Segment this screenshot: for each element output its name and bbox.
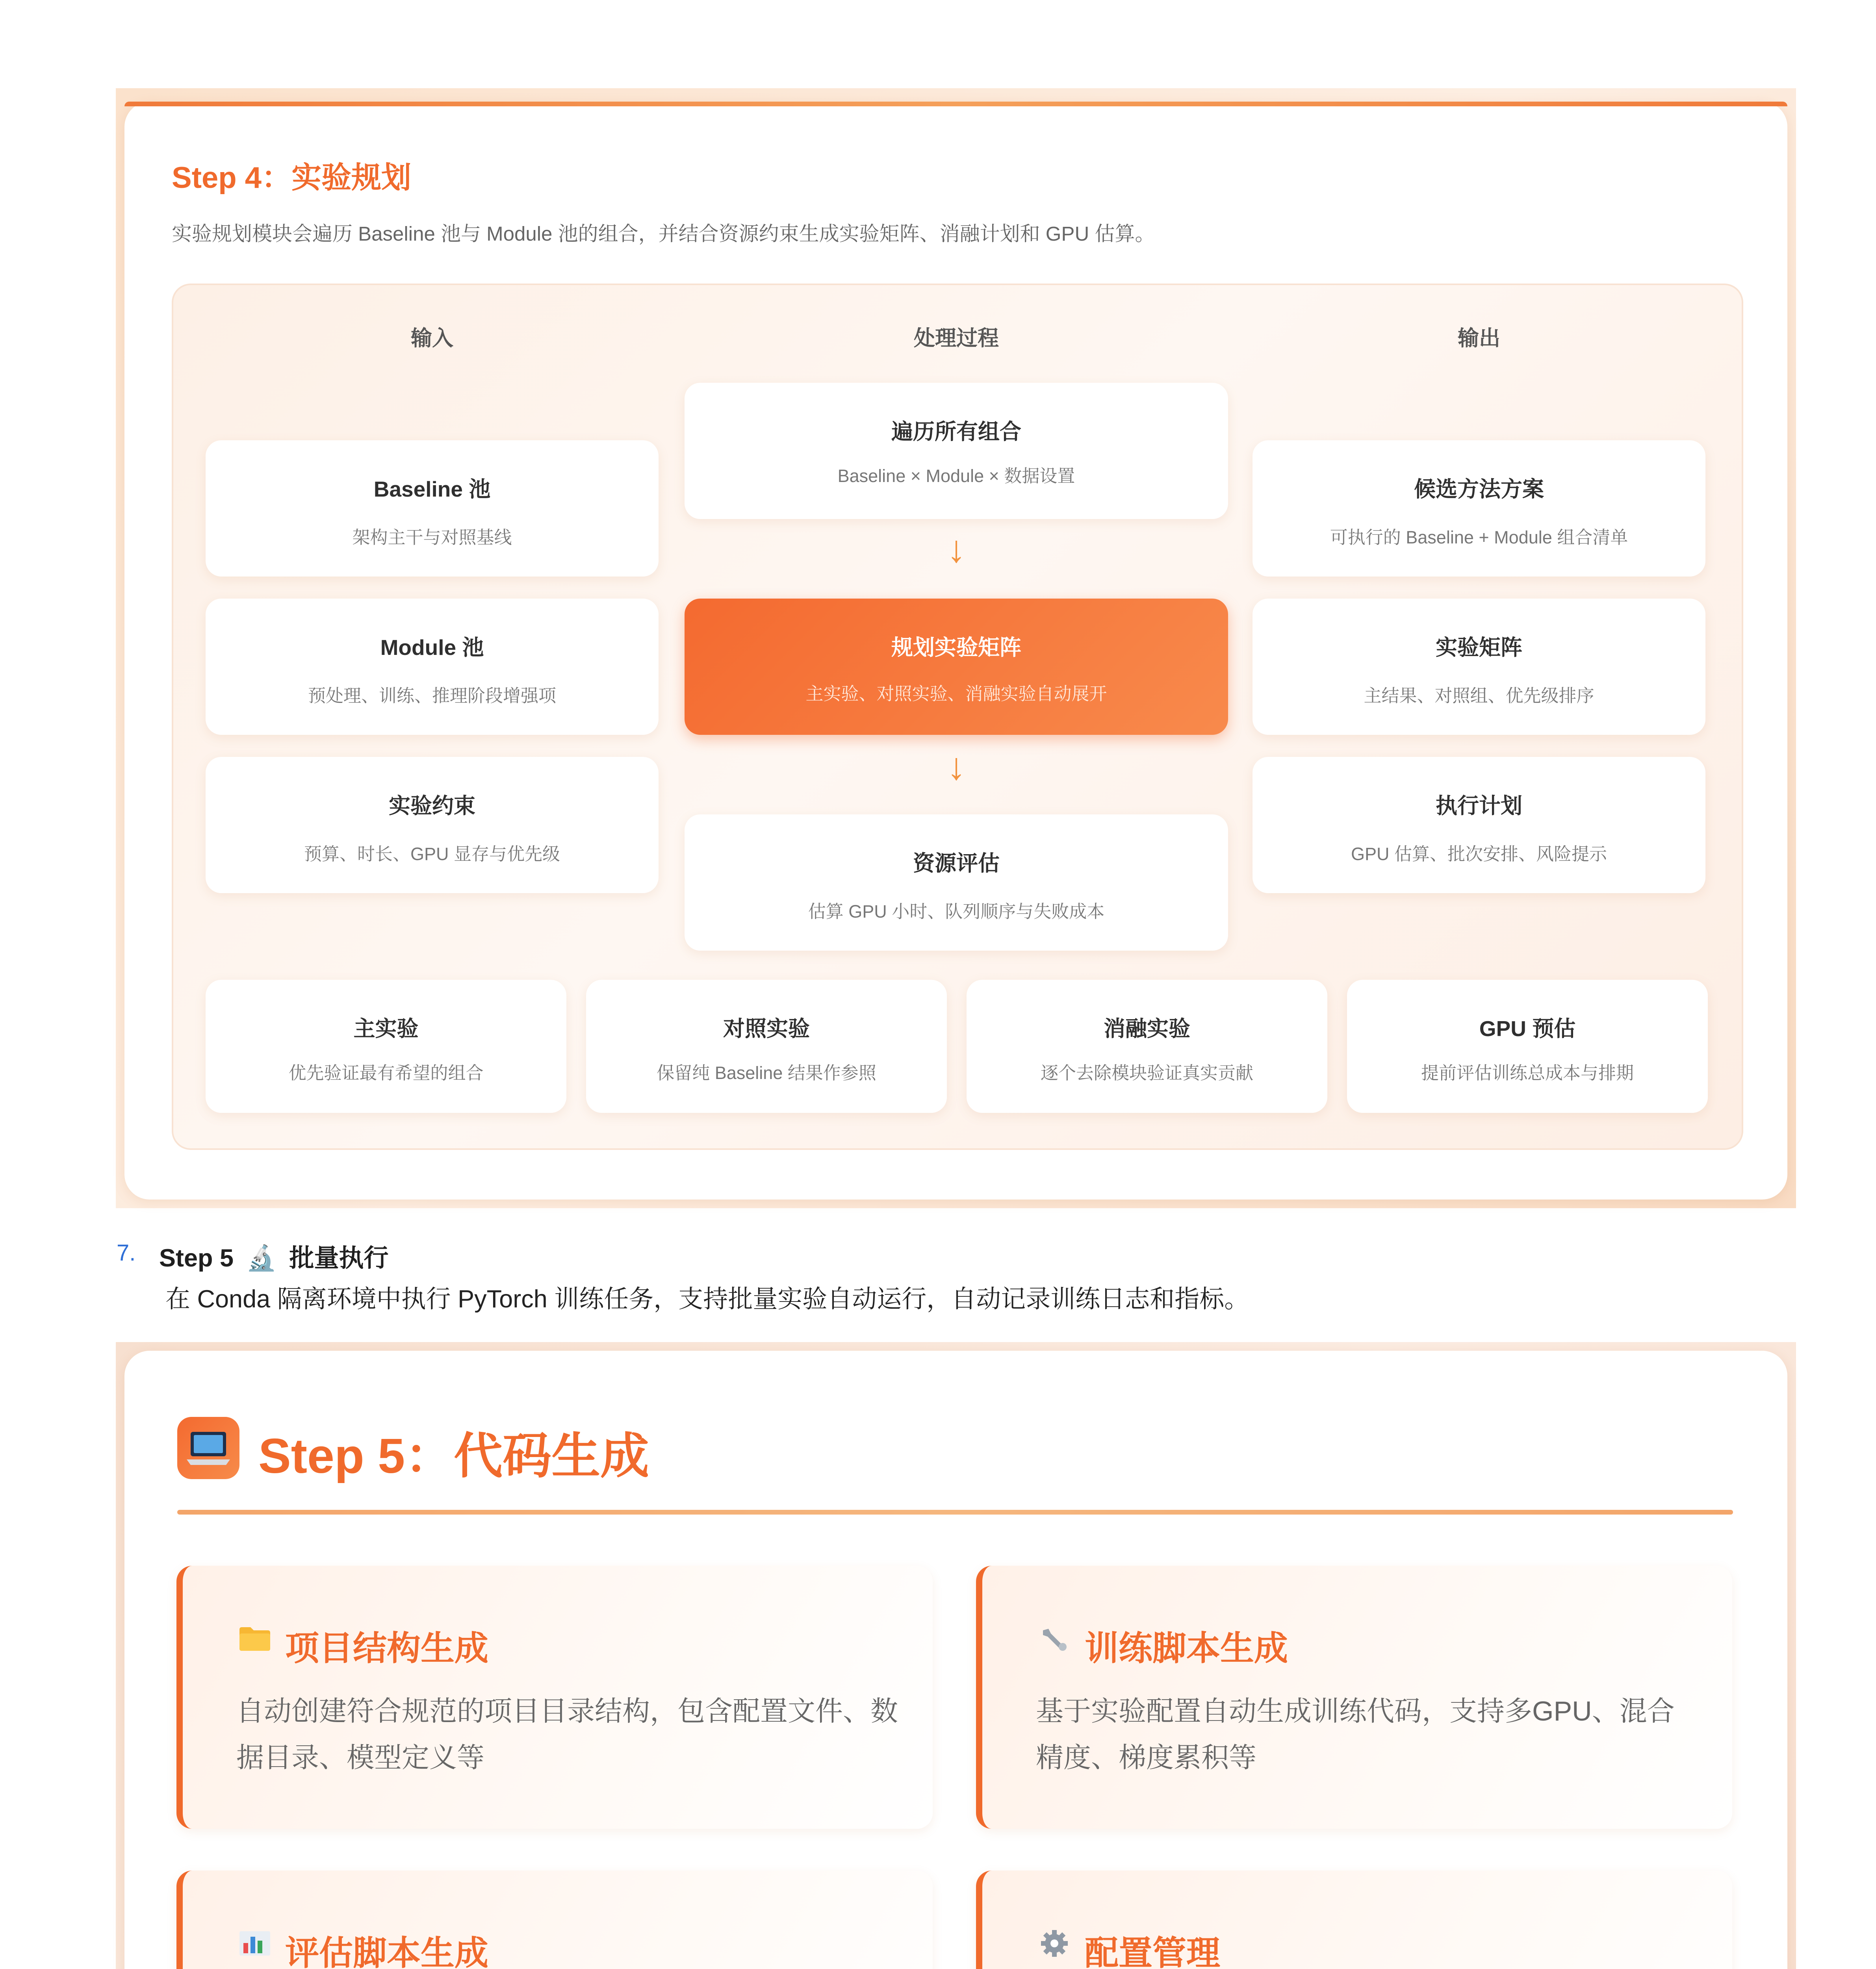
- list-item-description: 在 Conda 隔离环境中执行 PyTorch 训练任务，支持批量实验自动运行，自动记录训练日志和指标。: [165, 1285, 1249, 1313]
- input-box-constraints: [206, 757, 659, 893]
- feature-card-title: 评估脚本生成: [285, 1934, 488, 1969]
- box-subtitle: 保留纯 Baseline 结果作参照: [657, 1063, 876, 1083]
- box-title: Baseline 池: [373, 477, 491, 501]
- output-box-exec-plan: [1253, 757, 1705, 893]
- bottom-box-control-exp: [586, 980, 947, 1113]
- input-box-module-pool: [206, 599, 659, 735]
- box-title: 对照实验: [723, 1016, 810, 1041]
- box-subtitle: 提前评估训练总成本与排期: [1421, 1063, 1634, 1083]
- box-title: 候选方法方案: [1414, 477, 1544, 501]
- step4-description: 实验规划模块会遍历 Baseline 池与 Module 池的组合，并结合资源约束生成实验矩阵、消融计划和 GPU 估算。: [172, 222, 1155, 245]
- list-item-heading: [159, 1238, 389, 1274]
- feature-card-description: 基于实验配置自动生成训练代码，支持多GPU、混合精度、梯度累积等: [1036, 1696, 1675, 1773]
- bottom-box-gpu-estimate: [1347, 980, 1708, 1113]
- box-title: Module 池: [380, 635, 484, 660]
- box-subtitle: 架构主干与对照基线: [352, 527, 512, 547]
- step4-accent-bar: [124, 102, 1787, 106]
- list-item-step-label: Step 5: [159, 1244, 234, 1272]
- box-subtitle: 逐个去除模块验证真实贡献: [1040, 1063, 1253, 1083]
- input-box-baseline-pool: [206, 440, 659, 577]
- box-title: 资源评估: [913, 851, 1000, 875]
- step5-title: Step 5：代码生成: [258, 1429, 649, 1483]
- process-box-enumerate: [685, 383, 1228, 519]
- feature-card-title: 项目结构生成: [285, 1630, 488, 1667]
- box-title: 规划实验矩阵: [891, 635, 1021, 660]
- list-item-heading-suffix: 批量执行: [289, 1244, 389, 1272]
- microscope-icon: 🔬: [246, 1244, 277, 1272]
- arrow-down-icon: ↓: [947, 745, 966, 788]
- box-title: 实验矩阵: [1435, 635, 1522, 660]
- wrench-icon: [1037, 1625, 1071, 1652]
- laptop-icon: [177, 1417, 239, 1479]
- feature-card-training-script: [976, 1566, 1732, 1829]
- feature-card-config-management: [976, 1871, 1732, 1969]
- feature-card-project-structure: [176, 1566, 933, 1829]
- box-title: 执行计划: [1435, 794, 1522, 818]
- arrow-down-icon: ↓: [947, 528, 966, 570]
- box-title: 消融实验: [1103, 1016, 1190, 1041]
- box-subtitle: GPU 估算、批次安排、风险提示: [1351, 844, 1607, 864]
- box-subtitle: 估算 GPU 小时、队列顺序与失败成本: [808, 901, 1105, 921]
- step4-title: Step 4：实验规划: [172, 161, 412, 195]
- box-title: 实验约束: [388, 794, 475, 818]
- output-box-matrix: [1253, 599, 1705, 735]
- output-box-candidates: [1253, 440, 1705, 577]
- box-subtitle: 优先验证最有希望的组合: [288, 1063, 484, 1083]
- box-subtitle: 主结果、对照组、优先级排序: [1364, 686, 1594, 706]
- column-header-input: 输入: [411, 326, 453, 350]
- feature-card-title: 训练脚本生成: [1085, 1630, 1288, 1667]
- process-box-resource-eval: [685, 814, 1228, 951]
- box-subtitle: 可执行的 Baseline + Module 组合清单: [1330, 527, 1628, 547]
- bottom-box-main-exp: [206, 980, 566, 1113]
- list-number: 7.: [117, 1240, 136, 1266]
- bottom-box-ablation-exp: [967, 980, 1327, 1113]
- box-subtitle: Baseline × Module × 数据设置: [837, 466, 1075, 486]
- feature-card-description: 自动创建符合规范的项目目录结构，包含配置文件、数据目录、模型定义等: [236, 1696, 898, 1773]
- column-header-output: 输出: [1458, 326, 1500, 350]
- box-title: 遍历所有组合: [891, 419, 1021, 444]
- folder-icon: [238, 1625, 272, 1652]
- feature-card-title: 配置管理: [1085, 1934, 1220, 1969]
- process-box-plan-matrix: [685, 599, 1228, 735]
- box-subtitle: 预算、时长、GPU 显存与优先级: [304, 844, 560, 864]
- box-title: GPU 预估: [1479, 1016, 1576, 1041]
- bar-chart-icon: [238, 1930, 272, 1957]
- step5-title-rule: [177, 1510, 1733, 1515]
- gear-icon: [1037, 1930, 1071, 1957]
- feature-card-eval-script: [176, 1871, 933, 1969]
- box-title: 主实验: [353, 1016, 419, 1041]
- box-subtitle: 主实验、对照实验、消融实验自动展开: [805, 684, 1107, 704]
- column-header-process: 处理过程: [914, 326, 999, 350]
- box-subtitle: 预处理、训练、推理阶段增强项: [308, 686, 556, 706]
